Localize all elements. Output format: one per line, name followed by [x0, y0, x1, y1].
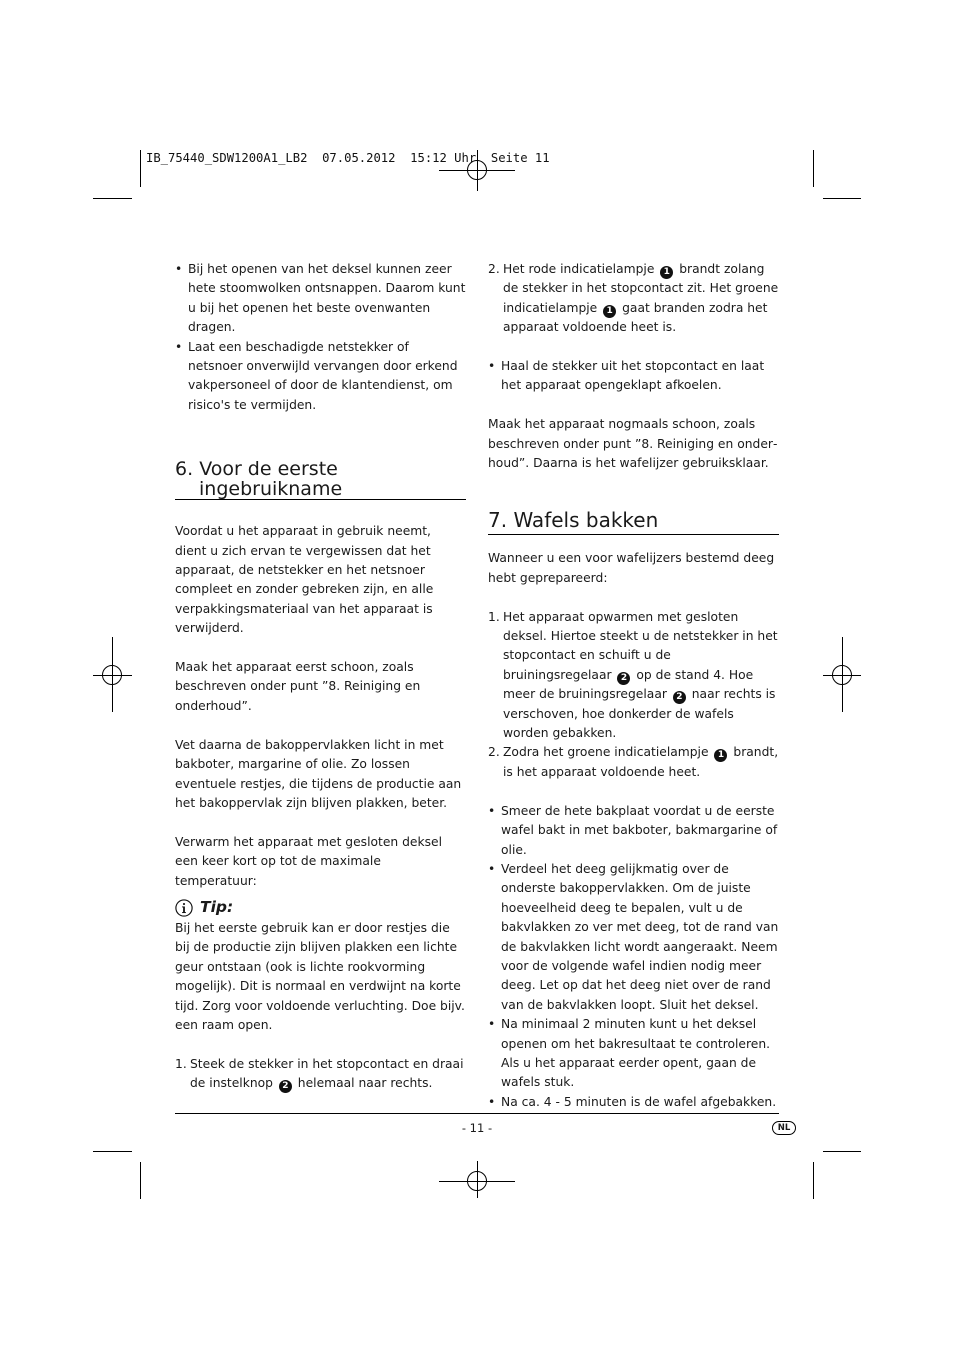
numbered-step: 2. Zodra het groene indicatielampje 1 brandt, is het apparaat voldoende heet.	[488, 745, 779, 779]
numbered-step: 1. Steek de stekker in het stopcontact en draai de instelknop 2 helemaal naar rechts.	[175, 1056, 464, 1092]
paragraph: Maak het apparaat nogmaals schoon, zoals beschreven onder punt ”8. Reiniging en onderhoud”. Daarna is het wafelijzer gebruiksklaar.	[488, 417, 778, 471]
knob-number-badge: 2	[673, 691, 686, 704]
footer-rule	[175, 1113, 779, 1114]
numbered-step: 1. Het apparaat opwarmen met gesloten deksel. Hiertoe steekt u de netstekker in het stopcontact en schuift u de bruiningsregelaar 2 op de stand 4. Hoe meer de bruiningsregelaar 2 naar rechts is verschoven, hoe donkerder de wafels worden gebakken.	[488, 609, 778, 741]
list-item: • Laat een beschadigde netstekker of netsnoer onverwijld vervangen door erkend vakpersoneel of door de klantendienst, om risico's te vermijden.	[175, 338, 466, 416]
list-item: • Na ca. 4 - 5 minuten is de wafel afgebakken.	[488, 1093, 779, 1112]
right-column	[488, 260, 779, 1112]
list-item: • Haal de stekker uit het stopcontact en laat het apparaat opengeklapt afkoelen.	[488, 357, 779, 396]
list-item: • Verdeel het deeg gelijkmatig over de onderste bakoppervlakken. Om de juiste hoeveelheid deeg te bepalen, vult u de bakvlakken zo ver met deeg, tot de rand van de bakvlakken licht wordt aangeraakt. Neem voor de volgende wafel indien nodig meer deeg. Let op dat het deeg niet over de rand van de bakvlakken loopt. Sluit het deksel.	[488, 860, 779, 1015]
print-slug: IB_75440_SDW1200A1_LB2 07.05.2012 15:12 Uhr Seite 11	[146, 151, 550, 165]
numbered-step: 2. Het rode indicatielampje 1 brandt zolang de stekker in het stopcontact zit. Het groene indicatielampje 1 gaat branden zodra het apparaat voldoende heet is.	[488, 262, 779, 335]
list-item: • Bij het openen van het deksel kunnen zeer hete stoomwolken ontsnappen. Daarom kunt u bij het openen het beste ovenwanten dragen.	[175, 260, 466, 338]
paragraph: Verwarm het apparaat met gesloten deksel een keer kort op tot de maximale temperatuur:	[175, 834, 442, 888]
lamp-number-badge: 1	[714, 749, 727, 762]
page-number: - 11 -	[461, 1121, 493, 1135]
section-heading-6: 6. Voor de eerste ingebruikname	[175, 459, 466, 500]
language-badge: NL	[772, 1121, 796, 1135]
tip-text: Bij het eerste gebruik kan er door restjes die bij de productie zijn blijven plakken een lichte geur ontstaan (ook is lichte rookvorming mogelijk). Dit is normaal en verdwijnt na korte tijd. Zorg voor voldoende verluchting. Doe bijv. een raam open.	[175, 920, 465, 1032]
section-heading-7: 7. Wafels bakken	[488, 506, 779, 535]
info-icon	[175, 899, 193, 917]
paragraph: Vet daarna de bakoppervlakken licht in met bakboter, margarine of olie. Zo lossen eventuele restjes, die tijdens de productie aan het bakoppervlak zijn blijven plakken, beter.	[175, 737, 462, 810]
left-column	[175, 260, 466, 1094]
tip-label: Tip:	[200, 898, 234, 917]
lamp-number-badge: 1	[603, 305, 616, 318]
knob-number-badge: 2	[617, 672, 630, 685]
knob-number-badge: 2	[279, 1080, 292, 1093]
paragraph: Maak het apparaat eerst schoon, zoals beschreven onder punt ”8. Reiniging en onderhoud”.	[175, 660, 421, 713]
tip-heading	[175, 897, 466, 919]
list-item: • Na minimaal 2 minuten kunt u het deksel openen om het bakresultaat te controleren. Als u het apparaat eerder opent, gaan de wafels stuk.	[488, 1015, 779, 1093]
paragraph: Wanneer u een voor wafelijzers bestemd deeg hebt geprepareerd:	[488, 551, 775, 585]
paragraph: Voordat u het apparaat in gebruik neemt, dient u zich ervan te vergewissen dat het apparaat, de netstekker en het netsnoer compleet en zonder gebreken zijn, en alle verpakkingsmateriaal van het apparaat is verwijderd.	[175, 524, 434, 636]
lamp-number-badge: 1	[660, 266, 673, 279]
list-item: • Smeer de hete bakplaat voordat u de eerste wafel bakt in met bakboter, bakmargarine of olie.	[488, 802, 779, 860]
